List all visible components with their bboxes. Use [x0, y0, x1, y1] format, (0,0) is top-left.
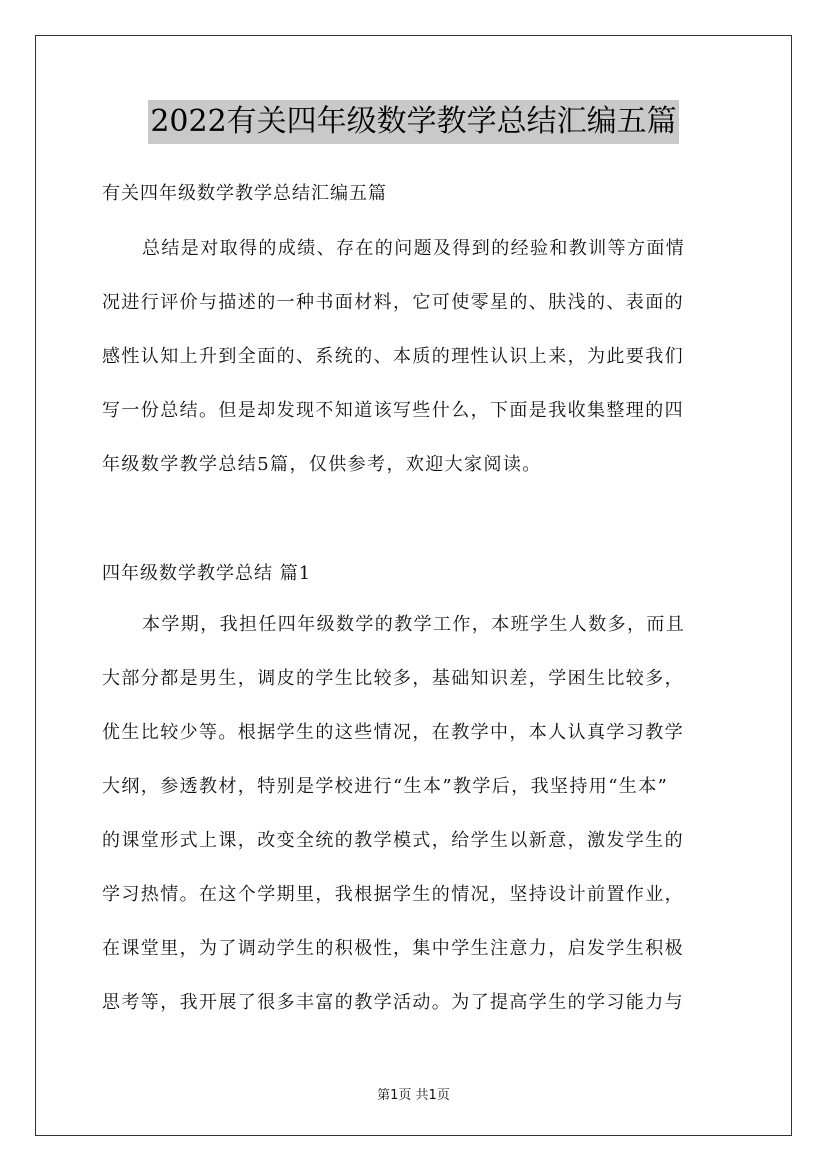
paragraph-line: 优生比较少等。根据学生的这些情况，在教学中，本人认真学习教学	[102, 722, 684, 743]
paragraph-line: 写一份总结。但是却发现不知道该写些什么，下面是我收集整理的四	[102, 400, 684, 421]
paragraph-line: 感性认知上升到全面的、系统的、本质的理性认识上来，为此要我们	[102, 346, 684, 367]
paragraph-line: 总结是对取得的成绩、存在的问题及得到的经验和教训等方面情	[142, 238, 686, 259]
paragraph-line: 的课堂形式上课，改变全统的教学模式，给学生以新意，激发学生的	[102, 830, 684, 851]
intro-paragraph	[102, 222, 726, 492]
paragraph-line: 大部分都是男生，调皮的学生比较多，基础知识差，学困生比较多，	[102, 668, 684, 689]
paragraph-line: 本学期，我担任四年级数学的教学工作，本班学生人数多，而且	[142, 614, 686, 635]
title-container	[0, 100, 827, 144]
document-subtitle: 有关四年级数学教学总结汇编五篇	[102, 183, 387, 204]
page-footer: 第1页 共1页	[377, 1088, 450, 1103]
document-title: 2022有关四年级数学教学总结汇编五篇	[148, 100, 678, 144]
paragraph-line: 学习热情。在这个学期里，我根据学生的情况，坚持设计前置作业，	[102, 884, 684, 905]
paragraph-line: 思考等，我开展了很多丰富的教学活动。为了提高学生的学习能力与	[102, 992, 684, 1013]
paragraph-line: 况进行评价与描述的一种书面材料，它可使零星的、肤浅的、表面的	[102, 292, 684, 313]
section1-paragraph	[102, 598, 726, 1030]
paragraph-line: 年级数学教学总结5篇，仅供参考，欢迎大家阅读。	[102, 454, 542, 475]
paragraph-line: 在课堂里，为了调动学生的积极性，集中学生注意力，启发学生积极	[102, 938, 684, 959]
section-heading: 四年级数学教学总结 篇1	[102, 563, 312, 584]
paragraph-line: 大纲，参透教材，特别是学校进行“生本”教学后，我坚持用“生本”	[102, 776, 669, 797]
